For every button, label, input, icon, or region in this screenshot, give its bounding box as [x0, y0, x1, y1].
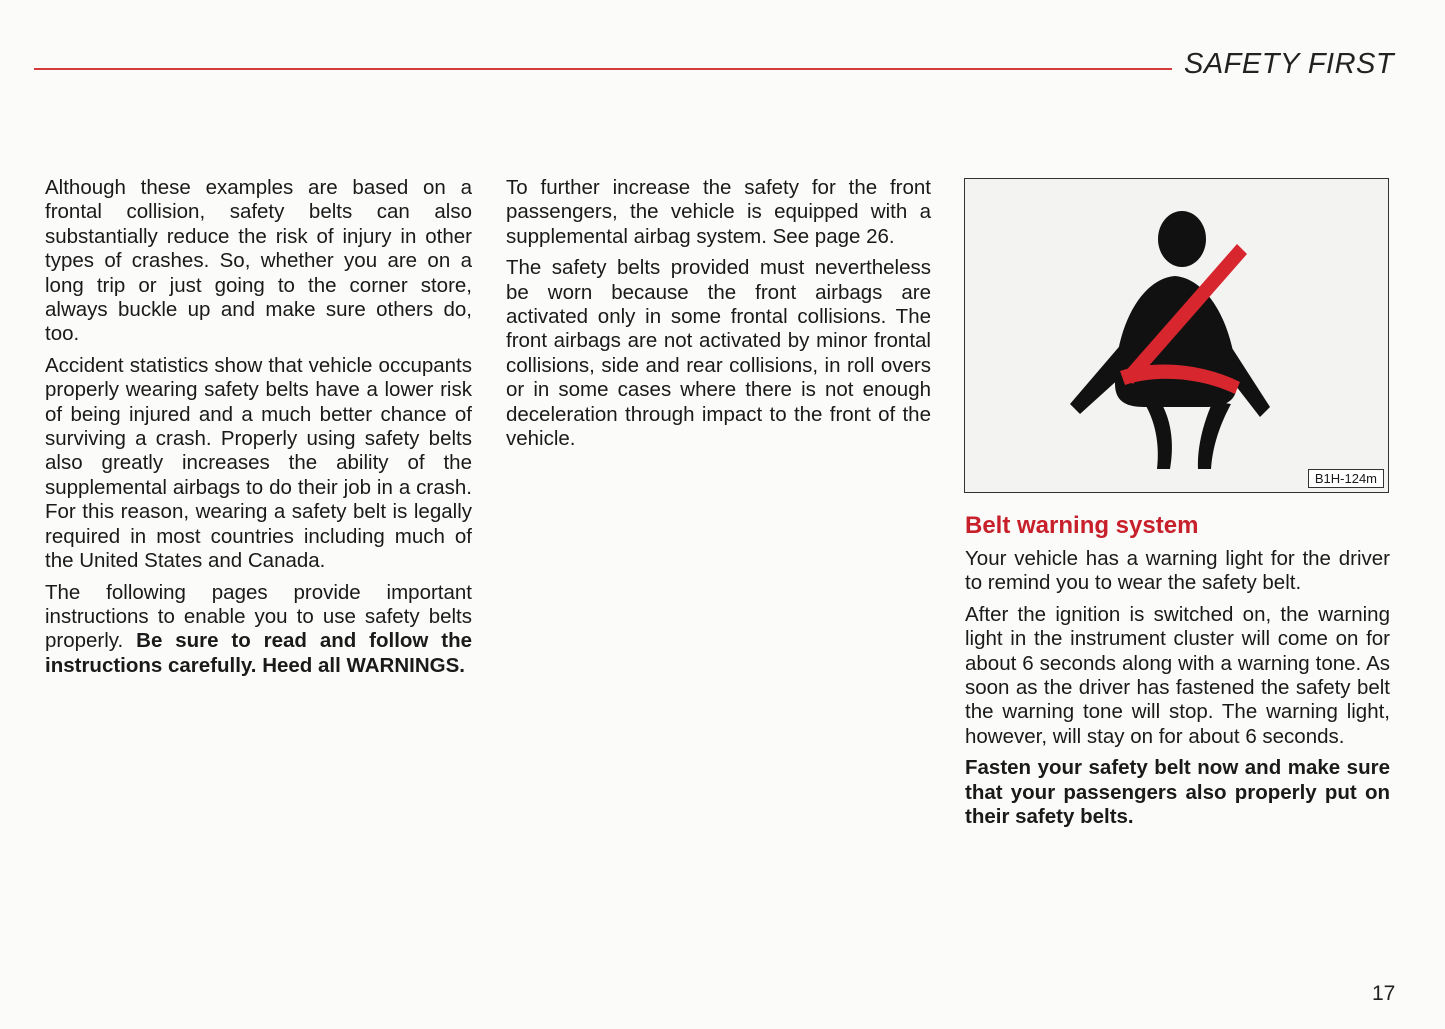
- figure-left-leg: [1143, 401, 1172, 469]
- page-number: 17: [1372, 982, 1396, 1005]
- paragraph: After the ignition is switched on, the warning light in the instrument cluster will come on for about 6 seconds along with a warning tone. As soon as the driver has fastened the safety belt the warning tone will stop. The warning light, however, will stay on for about 6 seconds.: [965, 602, 1390, 748]
- paragraph-text: The following pages provide important instructions to enable you to use safety belts properly.: [45, 580, 472, 653]
- column-right: [965, 511, 1390, 836]
- warning-text: Fasten your safety belt now and make sure that your passengers also properly put on their safety belts.: [965, 756, 1390, 829]
- paragraph: The safety belts provided must nevertheless be worn because the front airbags are activated only in some frontal collisions. The front airbags are not activated by minor frontal collisions, side and rear collisions, in roll overs or in some cases where there is not enough deceleration through impact to the front of the vehicle.: [506, 256, 931, 451]
- belt-warning-heading: Belt warning system: [965, 512, 1199, 539]
- paragraph: To further increase the safety for the front passengers, the vehicle is equipped with a supplemental airbag system. See page 26.: [506, 176, 931, 248]
- seatbelt-figure: [964, 178, 1389, 493]
- warning-text: Be sure to read and follow the instructions carefully. Heed all WARNINGS.: [45, 629, 472, 677]
- figure-right-leg: [1198, 401, 1231, 469]
- section-title: SAFETY FIRST: [1184, 48, 1395, 80]
- seatbelt-warning-icon: [965, 179, 1389, 493]
- paragraph: Your vehicle has a warning light for the driver to remind you to wear the safety belt.: [965, 547, 1390, 595]
- paragraph: Although these examples are based on a frontal collision, safety belts can also substantially reduce the risk of injury in other types of crashes. So, whether you are on a long trip or just going to the corner store, always buckle up and make sure others do, too.: [45, 176, 472, 346]
- paragraph: [45, 581, 472, 679]
- column-middle: [506, 176, 931, 458]
- column-left: [45, 176, 472, 685]
- figure-head: [1158, 211, 1206, 267]
- figure-code-label: B1H-124m: [1308, 469, 1384, 488]
- header-rule: [34, 68, 1172, 70]
- paragraph: Accident statistics show that vehicle occupants properly wearing safety belts have a lower risk of being injured and a much better chance of surviving a crash. Properly using safety belts also greatly increases the ability of the supplemental airbags to do their job in a crash. For this reason, wearing a safety belt is legally required in most countries including much of the United States and Canada.: [45, 353, 472, 573]
